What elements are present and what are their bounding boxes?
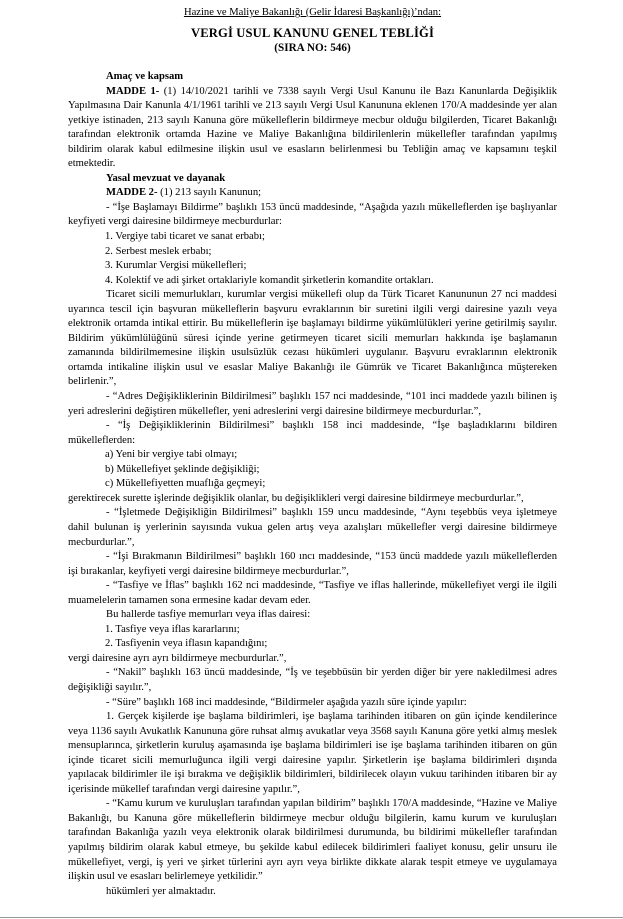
list-item: 2. Serbest meslek erbabı; bbox=[105, 245, 212, 257]
clause-159-isletmede-degisiklik: - “İşletmede Değişikliğin Bildirilmesi” başlıklı 159 uncu maddesinde, “Aynı teşebbüs veya işletmeye dahil bulunan iş yerlerinin sayısında vukua gelen artış veya azalışları mükellefler vergi dairesine bildirmeye mecburdurlar.”, bbox=[68, 507, 557, 548]
section-heading-yasal-mevzuat: Yasal mevzuat ve dayanak bbox=[106, 172, 226, 184]
clause-158-tail: gerektirecek surette işlerinde değişiklik olanlar, bu değişiklikleri vergi dairesine bildirmeye mecburdurlar.”, bbox=[68, 492, 524, 504]
list-item: 1. Tasfiye veya iflas kararlarını; bbox=[105, 623, 240, 635]
section-heading-amac-ve-kapsam: Amaç ve kapsam bbox=[106, 71, 184, 82]
clause-162-intro: Bu hallerde tasfiye memurları veya iflas dairesi: bbox=[106, 609, 311, 621]
clause-157-adres-degisikligi: - “Adres Değişikliklerinin Bildirilmesi” başlıklı 157 nci maddesinde, “101 inci maddede yazılı bilinen iş yeri adreslerini değiştiren mükellefler, yeni adreslerini vergi dairesine bildirmeye mecburdurlar.”, bbox=[68, 391, 557, 417]
list-item: b) Mükellefiyet şeklinde değişikliği; bbox=[105, 463, 260, 475]
list-item: c) Mükellefiyetten muaflığa geçmeyi; bbox=[105, 478, 266, 490]
document-content bbox=[68, 6, 557, 899]
clause-162-tail: vergi dairesine ayrı ayrı bildirmeye mecburdurlar.”, bbox=[68, 652, 287, 664]
clause-162-tasfiye-iflas: - “Tasfiye ve İflas” başlıklı 162 nci maddesinde, “Tasfiye ve iflas hallerinde, mükellefiyet vergi ile ilgili muamelelerin tamamen sona ermesine kadar devam eder. bbox=[68, 580, 557, 606]
article-1-paragraph bbox=[68, 85, 557, 172]
list-item: 2. Tasfiyenin veya iflasın kapandığını; bbox=[105, 638, 268, 650]
list-item: 3. Kurumlar Vergisi mükellefleri; bbox=[105, 260, 247, 272]
document-subtitle: (SIRA NO: 546) bbox=[274, 42, 351, 54]
clause-170a-kamu-kurum: - “Kamu kurum ve kuruluşları tarafından yapılan bildirim” başlıklı 170/A maddesinde, “Hazine ve Maliye Bakanlığı, bu Kanuna göre mükelleflerin bildirmeye mecbur olduğu bilgilerin, kamu kurum ve kuruluşları tarafından Bakanlığa yazılı veya elektronik olarak bildirilmesi durumunda, bu bildirimi mükellefler tarafından yapılmış bildirim olarak kabul etmeye, bu şekilde kabul edilecek bildirimleri faaliyet konusu, gelir unsuru ile mükellefiyet, vergi, iş yeri ve şirket türlerini ayrı ayrı veya birlikte dikkate alarak tespit etmeye ve uygulamaya ilişkin usul ve esasları belirlemeye yetkilidir.” bbox=[68, 798, 557, 883]
document-title: VERGİ USUL KANUNU GENEL TEBLİĞİ bbox=[190, 25, 435, 40]
issuer-line: Hazine ve Maliye Bakanlığı (Gelir İdaresi Başkanlığı)’ndan: bbox=[183, 7, 442, 18]
clause-158-intro: - “İş Değişikliklerinin Bildirilmesi” başlıklı 158 inci maddesinde, “İşe başladıklarını bildiren mükelleflerden: bbox=[68, 420, 557, 446]
article-2-body: (1) 213 sayılı Kanunun; bbox=[157, 187, 262, 199]
article-2-label: MADDE 2- bbox=[106, 187, 158, 199]
clause-160-isi-birakma: - “İşi Bırakmanın Bildirilmesi” başlıklı 160 ıncı maddesinde, “153 üncü maddede yazılı mükelleflerden işi bırakanlar, keyfiyeti vergi dairesine bildirmeye mecburdurlar.”, bbox=[68, 551, 557, 577]
list-item: 1. Vergiye tabi ticaret ve sanat erbabı; bbox=[105, 231, 265, 243]
article-2-paragraph bbox=[68, 186, 557, 201]
closing-line: hükümleri yer almaktadır. bbox=[106, 885, 216, 897]
article-1-body: (1) 14/10/2021 tarihli ve 7338 sayılı Vergi Usul Kanunu ile Bazı Kanunlarda Değişiklik Yapılmasına Dair Kanunla 4/1/1961 tarihli ve 213 sayılı Vergi Usul Kanununa eklenen 170/A maddesinde yer alan yetkiye istinaden, 213 sayılı Kanuna göre mükelleflerin bildirmeye mecbur olduğu bilgilerden, Ticaret Bakanlığı tarafından elektronik ortamda Hazine ve Maliye Bakanlığına bildirilenlerin mükellefler tarafından yapılmış bildirim olarak kabul edilmesine ilişkin usul ve esasların belirlenmesi bu Tebliğin amaç ve kapsamını teşkil etmektedir. bbox=[68, 85, 557, 170]
clause-168-item-1: 1. Gerçek kişilerde işe başlama bildirimleri, işe başlama tarihinden itibaren on gün içinde kendilerince veya 1136 sayılı Avukatlık Kanununa göre ruhsat almış avukatlar veya 3568 sayılı Kanuna göre yetki almış meslek mensuplarınca, şirketlerin kuruluş aşamasında işe başlama bildirimleri ise işe başlama tarihinden itibaren on gün içinde ticaret sicili memurluğunca ilgili vergi dairesine yapılır. Şirketlerin işe başlama bildirimleri dışında yapılacak bildirimler ile işi bırakma ve değişiklik bildirimleri, bildirilecek olayın vukuu tarihinden itibaren bir ay içerisinde mükellef tarafından vergi dairesine yapılır.”, bbox=[68, 711, 557, 795]
clause-163-nakil: - “Nakil” başlıklı 163 üncü maddesinde, “İş ve teşebbüsün bir yerden diğer bir yere nakledilmesi adres değişikliği sayılır.”, bbox=[68, 667, 557, 693]
article-1-label: MADDE 1- bbox=[106, 85, 160, 97]
list-item: 4. Kolektif ve adi şirket ortaklariyle komandit şirketlerin komandite ortakları. bbox=[105, 274, 434, 286]
clause-ticaret-sicili-paragraph: Ticaret sicili memurlukları, kurumlar vergisi mükellefi olup da Türk Ticaret Kanununun 27 nci maddesi uyarınca tescil için başvuran mükelleflerin başvuru evraklarının bir suretini ilgili vergi dairesine yazılı veya elektronik ortamda intikal ettirir. Bu mükelleflerin işe başlamayı bildirme yükümlülükleri yerine getirilmiş sayılır. Bildirim yükümlülüğünü süresi içinde yerine getirmeyen ticaret sicili memurları hakkında işe başlamanın zamanında bildirilmemesine ilişkin usulsüzlük cezası hükümleri uygulanır. Başvuru evraklarının elektronik ortamda intikaline ilişkin usul ve esaslar Maliye Bakanlığı ile Gümrük ve Ticaret Bakanlığınca müştereken belirlenir.”, bbox=[68, 289, 557, 388]
clause-168-sure-intro: - “Süre” başlıklı 168 inci maddesinde, “Bildirmeler aşağıda yazılı süre içinde yapılır: bbox=[106, 696, 467, 708]
clause-153-intro: - “İşe Başlamayı Bildirme” başlıklı 153 üncü maddesinde, “Aşağıda yazılı mükelleflerden işe başlıyanlar keyfiyeti vergi dairesine bildirmeye mecburdurlar: bbox=[68, 201, 557, 228]
list-item: a) Yeni bir vergiye tabi olmayı; bbox=[105, 449, 238, 461]
page-bottom-rule bbox=[0, 917, 623, 918]
